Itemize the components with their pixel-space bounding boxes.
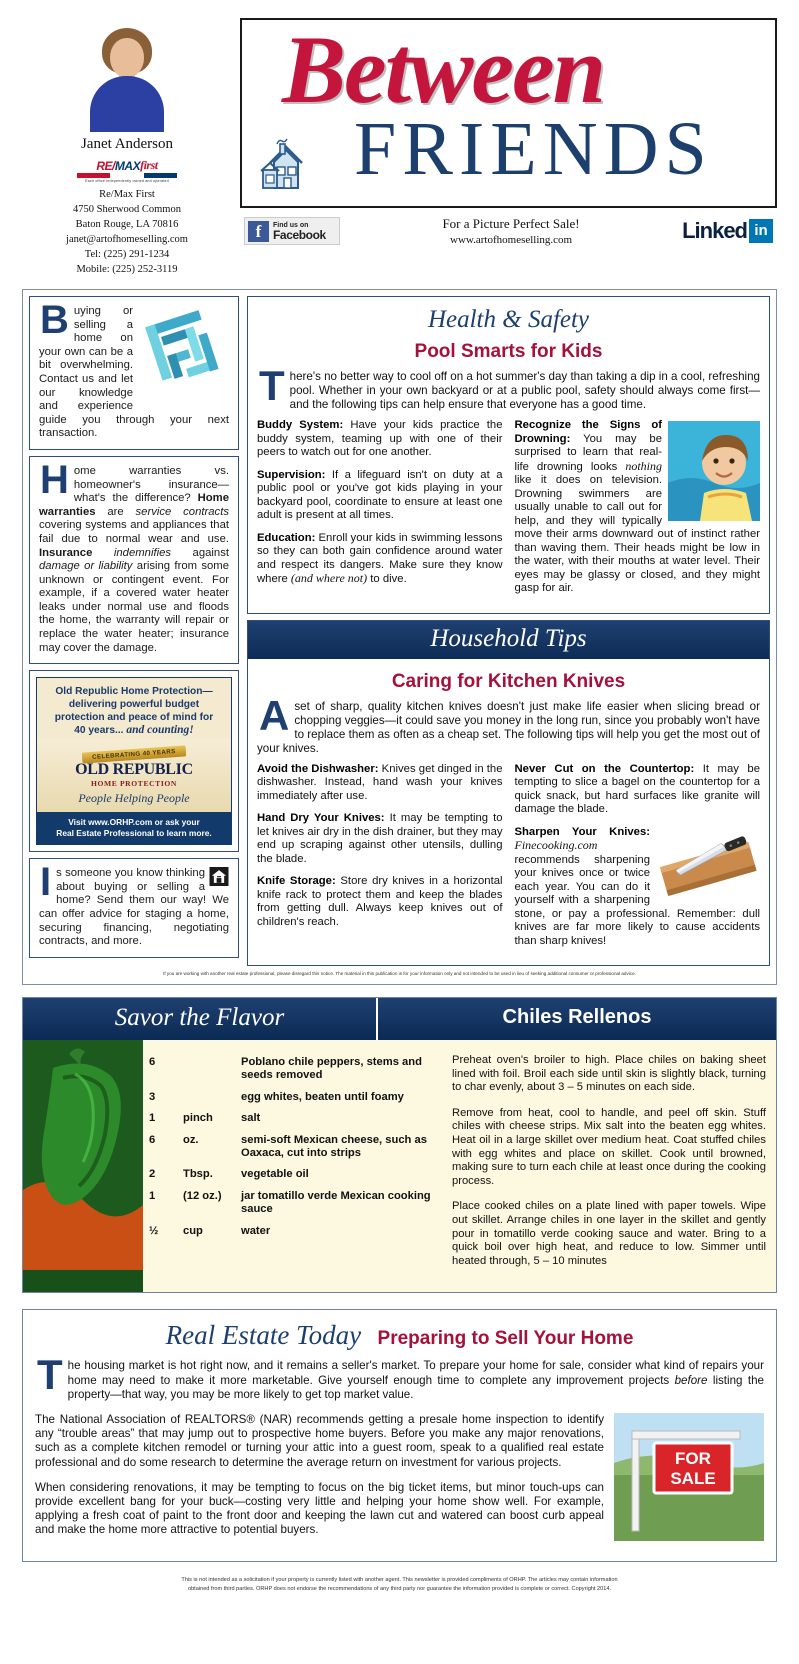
main-articles-column — [247, 296, 770, 966]
tip-hand-dry-title: Hand Dry Your Knives: — [257, 812, 385, 824]
tip-hand-dry-body: It may be tempting to let knives air dry in the dish drainer, but they may end up scraping against other utensils, dulling the blade. — [257, 812, 503, 865]
warranty-mid5: arising from some unknown or contingent event. For example, if a covered water heater leaks under normal use and floods the home, the warranty will repair or replace the water heater; insurance may cover the damage. — [39, 560, 229, 654]
sidebar-tile-warranty — [29, 456, 239, 664]
agent-address-line1: 4750 Sherwood Common — [73, 204, 181, 215]
ingredient-amount: ½ — [149, 1224, 159, 1237]
sidebar-ad-tile — [29, 670, 239, 852]
house-icon — [260, 132, 330, 202]
sidebar-tile1-body: uying or selling a home on your own can be a bit overwhelming. Contact us and let our knowledge and experience guide you through your next transaction. — [39, 305, 229, 440]
household-tips-col-right — [515, 763, 761, 958]
ret-paragraph-1 — [35, 1351, 764, 1402]
agent-photo — [84, 22, 170, 132]
remax-tagline: Each office independently owned and operated — [85, 179, 169, 183]
warranty-mid1: are — [95, 505, 136, 518]
real-estate-today-headline: Preparing to Sell Your Home — [377, 1328, 634, 1350]
agent-info-column — [22, 18, 232, 277]
remax-logo — [68, 159, 186, 183]
agent-email[interactable]: janet@artofhomeselling.com — [66, 234, 188, 245]
health-safety-article — [247, 296, 770, 614]
recipe-section — [22, 997, 777, 1293]
ingredient-name: salt — [241, 1112, 261, 1125]
ingredient-amount: 6 — [149, 1133, 156, 1146]
recipe-step: Remove from heat, cool to handle, and peel off skin. Stuff chiles with cheese strips. Mix salt into the beaten egg whites. Heat oil in a large skillet over medium heat. Coat stuffed chiles with egg whites and place on skillet. Cook until browned, making sure to turn each chile at least once during the cooking process. — [452, 1106, 766, 1187]
ingredient-amount: 3 — [149, 1090, 156, 1103]
orhp-ad-line4a: 40 years... — [74, 725, 127, 737]
tip-sharpen-body2: recommends sharpening your knives once or twice each year. You can do it yourself with a sharpening stone, or pay a professional. Remember: dull knives are far more likely to cause accidents than sharp knives! — [514, 853, 760, 947]
tip-buddy-system — [257, 419, 503, 460]
svg-text:SALE: SALE — [670, 1468, 716, 1488]
orhp-ad-line4b: and counting! — [126, 724, 194, 737]
remax-first-label: first — [140, 158, 158, 172]
health-safety-banner: Health & Safety — [427, 306, 590, 333]
orhp-ad-line3: protection and peace of mind for — [54, 712, 214, 724]
tip-countertop-title: Never Cut on the Countertop: — [514, 762, 695, 775]
sidebar-tile3-text — [39, 860, 229, 949]
child-in-pool-photo — [668, 421, 760, 521]
ingredient-unit: oz. — [183, 1133, 199, 1146]
agent-company: Re/Max First — [99, 189, 155, 200]
orhp-ad-headline — [37, 678, 231, 739]
articles-section — [22, 289, 777, 985]
facebook-find-us-label: Find us on — [273, 221, 309, 229]
recipe-title: Chiles Rellenos — [502, 1006, 652, 1028]
warranty-italic2: indemnifies — [113, 546, 172, 559]
remax-wordmark-blue: MAX — [114, 158, 141, 173]
health-safety-intro-text: here's no better way to cool off on a hot summer's day than taking a dip in a cool, refreshing pool. Whether in your own backyard or at a public pool, safety should always come first—and the following tips can help ensure that everyone has a good time. — [289, 370, 760, 411]
health-safety-col-right — [515, 419, 761, 605]
ret-paragraph-2: The National Association of REALTORS® (NAR) recommends getting a presale home inspection to identify any “trouble areas” that may jump out to prospective home buyers. Before you make any major renovations, such as a complete kitchen remodel or turning your attic into a guest room, speak to a qualified real estate professional and do some research to determine the average return on investment for various projects. — [35, 1412, 604, 1469]
dropcap-i: I — [40, 860, 52, 905]
ingredient-row — [149, 1134, 442, 1161]
household-tips-columns — [257, 763, 760, 958]
health-safety-headline: Pool Smarts for Kids — [414, 341, 603, 362]
household-tips-intro — [257, 691, 760, 756]
dropcap-a: A — [259, 691, 290, 739]
orhp-ad-footer2: Real Estate Professional to learn more. — [56, 828, 212, 839]
tip-countertop — [515, 763, 761, 817]
ingredient-unit — [183, 1056, 241, 1083]
ingredient-name: semi-soft Mexican cheese, such as Oaxaca, cut into strips — [241, 1133, 427, 1160]
linkedin-wordmark: Linked — [682, 218, 747, 243]
tip-education-body2: to dive. — [367, 573, 407, 585]
ingredient-row — [149, 1168, 442, 1181]
agent-name: Janet Anderson — [80, 136, 174, 152]
household-tips-banner: Household Tips — [248, 621, 769, 659]
ingredient-unit — [183, 1091, 241, 1104]
tip-buddy-body: Have your kids practice the buddy system, teaming up with one of their peers to watch out for one another. — [257, 419, 503, 458]
dropcap-b: B — [40, 298, 69, 342]
tip-sharpen — [515, 826, 761, 949]
agent-mobile: Mobile: (225) 252-3119 — [76, 264, 178, 275]
knife-cutting-board-photo — [656, 828, 760, 902]
ingredient-name: water — [241, 1224, 271, 1237]
tip-knife-storage — [257, 875, 503, 929]
svg-text:FOR: FOR — [675, 1448, 711, 1468]
orhp-slogan: People Helping People — [78, 791, 190, 806]
sidebar-tile-referral — [29, 858, 239, 958]
facebook-badge[interactable] — [244, 217, 340, 245]
household-tips-intro-text: set of sharp, quality kitchen knives doesn't just make life easier when slicing bread or chopping veggies—it could save you money in the long run, since you probably won't have to replace them as often as a cheap set. The following tips will help you get the most out of your knives. — [257, 699, 760, 755]
tip-drowning-italic: nothing — [625, 458, 662, 473]
tip-countertop-body: It may be tempting to slice a bagel on the countertop for a quick snack, but hard surfaces like granite will damage the blade. — [514, 762, 760, 815]
ingredient-amount: 6 — [149, 1056, 156, 1068]
ingredient-name: Poblano chile peppers, stems and seeds removed — [241, 1056, 422, 1082]
dropcap-t: T — [259, 362, 285, 409]
health-safety-intro — [257, 362, 760, 412]
household-tips-headline: Caring for Kitchen Knives — [391, 670, 626, 692]
ingredient-row — [149, 1112, 442, 1125]
orhp-ad-footer[interactable] — [37, 812, 231, 844]
recipe-body — [23, 1040, 776, 1292]
orhp-logo-sub: HOME PROTECTION — [91, 779, 177, 789]
orhp-advertisement[interactable] — [36, 677, 232, 845]
real-estate-today-header — [35, 1320, 764, 1351]
linkedin-icon: in — [749, 219, 773, 243]
orhp-logo-area — [37, 739, 231, 812]
orhp-ad-line1: Old Republic Home Protection— — [55, 686, 213, 698]
recipe-steps — [448, 1040, 776, 1292]
ingredient-unit: (12 oz.) — [183, 1189, 222, 1202]
tip-education — [257, 532, 503, 587]
facebook-icon: f — [248, 221, 269, 242]
recipe-step: Preheat oven's broiler to high. Place chiles on baking sheet lined with foil. Broil each side until skin is slightly black, turning to char evenly, about 3 – 5 minutes on each side. — [452, 1054, 766, 1094]
title-serif-friends: FRIENDS — [354, 107, 713, 191]
ret-p1a: he housing market is hot right now, and it remains a seller's market. To prepare your home for sale, consider what kind of repairs your home may need to make it more marketable. Give yourself enough time to complete any improvement projects — [67, 1359, 764, 1387]
ingredient-unit: cup — [183, 1224, 203, 1237]
ingredient-row — [149, 1190, 442, 1217]
health-safety-columns — [257, 419, 760, 605]
tip-drowning-title: Recognize the Signs of Drowning: — [514, 419, 662, 445]
maze-icon — [137, 307, 229, 399]
page-footer — [0, 1562, 799, 1604]
ingredient-row — [149, 1056, 442, 1083]
facebook-label: Facebook — [273, 227, 326, 242]
ingredient-unit: Tbsp. — [183, 1168, 213, 1181]
tip-hand-dry — [257, 812, 503, 866]
recipe-step: Place cooked chiles on a plate lined with paper towels. Wipe out skillet. Arrange chiles in one layer in the skillet and gently pour in tomatillo verde cooking sauce and water. Bring to a quick boil over high heat, and reduce to low. Simmer until heated through, 5 – 10 minutes — [452, 1200, 766, 1267]
tip-knife-storage-body: Store dry knives in a horizontal knife rack to protect them and keep the blades from getting dull. Always keep knives out of children's reach. — [257, 875, 503, 928]
tagline-website[interactable]: www.artofhomeselling.com — [450, 234, 573, 246]
warranty-mid2: covering systems and appliances that fail due to normal wear and use. — [39, 519, 229, 545]
title-script-between: Between — [282, 18, 604, 123]
ingredient-name: jar tomatillo verde Mexican cooking sauce — [241, 1189, 431, 1216]
ret-p1-italic: before — [674, 1373, 708, 1387]
real-estate-today-banner: Real Estate Today — [165, 1320, 362, 1351]
newsletter-title-box — [240, 18, 777, 208]
tip-supervision — [257, 469, 503, 523]
sidebar-tile-buying-selling — [29, 296, 239, 450]
tip-knife-storage-title: Knife Storage: — [257, 875, 336, 887]
warranty-mid3 — [92, 547, 114, 559]
for-sale-sign-photo — [614, 1413, 764, 1541]
ingredient-row — [149, 1225, 442, 1238]
warranty-bold1: Home warranties — [39, 492, 229, 518]
dropcap-h: H — [40, 457, 69, 502]
remax-color-strip — [77, 173, 177, 178]
poblano-pepper-photo — [23, 1040, 143, 1292]
tip-supervision-body: If a lifeguard isn't on duty at a public pool or you've got kids playing in your backyard pool, coordinate to ensure at least one adult is present at all times. — [257, 468, 503, 521]
tip-dishwasher — [257, 763, 503, 804]
social-links-row — [240, 216, 777, 246]
real-estate-today-section — [22, 1309, 777, 1561]
ingredient-row — [149, 1091, 442, 1104]
tagline-primary: For a Picture Perfect Sale! — [442, 216, 580, 231]
sidebar-tile3-body: s someone you know thinking about buying or selling a home? Send them our way! We can offer advice for staging a home, securing financing, negotiating contracts, and more. — [39, 867, 229, 948]
linkedin-badge[interactable] — [682, 218, 773, 244]
tip-supervision-title: Supervision: — [257, 468, 326, 481]
warranty-part1: ome warranties vs. homeowner's insurance—what's the difference? — [73, 464, 229, 505]
equal-housing-opportunity-icon — [209, 867, 229, 886]
ingredients-list — [143, 1040, 448, 1292]
warranty-bold2: Insurance — [39, 546, 93, 559]
footer-line-2: obtained from third parties. ORHP does not endorse the recommendations of any third party nor guarantee the information provided is complete or correct. Copyright 2014. — [187, 1585, 612, 1592]
masthead-logo-column — [232, 18, 777, 277]
orhp-ad-line4 — [43, 724, 225, 737]
ingredient-amount: 2 — [149, 1168, 156, 1181]
agent-tel: Tel: (225) 291-1234 — [84, 249, 170, 260]
orhp-anniversary-ribbon: CELEBRATING 40 YEARS — [82, 746, 186, 764]
tip-drowning-signs — [515, 419, 761, 596]
warranty-italic3: damage or liability — [39, 560, 133, 573]
tip-education-italic: (and where not) — [290, 571, 368, 585]
household-tips-article — [247, 620, 770, 967]
tip-drowning-body2: like it does on television. Drowning swimmers are usually unable to call out for help, and they will typically move their arms downward out of instinct rather than waving them. Their heads might be low in the water, with their mouths at water level. Their eyes may be glassy or closed, and they might gasp for air. — [514, 474, 760, 594]
tip-drowning-body: You may be surprised to learn that real-life drowning looks — [514, 432, 662, 473]
warranty-mid4: against — [171, 546, 229, 559]
footer-line-1: This is not intended as a solicitation if your property is currently listed with another agent. This newsletter is provided compliments of ORHP. The articles may contain information — [181, 1576, 618, 1583]
masthead-tagline — [340, 216, 682, 246]
ingredient-unit: pinch — [183, 1112, 213, 1125]
health-safety-col-left — [257, 419, 503, 605]
tip-dishwasher-title: Avoid the Dishwasher: — [257, 762, 379, 775]
tip-buddy-title: Buddy System: — [257, 419, 344, 431]
ingredient-name: vegetable oil — [241, 1168, 309, 1181]
tip-sharpen-title: Sharpen Your Knives: — [514, 825, 650, 838]
tip-sharpen-italic: Finecooking.com — [514, 838, 598, 852]
tip-education-title: Education: — [257, 531, 316, 544]
household-tips-col-left — [257, 763, 503, 958]
recipe-banner: Savor the Flavor — [23, 998, 378, 1040]
recipe-header — [23, 998, 776, 1040]
ingredient-amount: 1 — [149, 1112, 156, 1125]
tip-dishwasher-body: Knives get dinged in the dishwasher. Instead, hand wash your knives immediately after use. — [257, 762, 503, 802]
ingredient-amount: 1 — [149, 1189, 156, 1202]
sidebar-tile2-text — [39, 457, 229, 655]
ret-p1b: listing the property—that way, you may be more likely to get top market value. — [67, 1373, 764, 1401]
ret-paragraph-3: When considering renovations, it may be tempting to focus on the big ticket items, but minor touch-ups can provide excellent bang for your buck—costing very little and helping your home show well. For example, applying a fresh coat of paint to the front door and keeping the lawn cut and watered can boost curb appeal and make the home more attractive to potential buyers. — [35, 1480, 604, 1537]
sidebar-column — [29, 296, 239, 966]
dropcap-t2: T — [37, 1351, 63, 1399]
masthead — [0, 0, 799, 281]
orhp-ad-line2: delivering powerful budget — [68, 699, 200, 711]
agent-address-line2: Baton Rouge, LA 70816 — [75, 219, 179, 230]
tip-education-body: Enroll your kids in swimming lessons so they can both gain confidence around water and respect its dangers. Make sure they know where — [257, 531, 503, 585]
top-disclaimer: If you are working with another real estate professional, please disregard this notice. The material in this publication is for your information only and not intended to be used in lieu of seeking additional consumer or professional advice. — [163, 971, 636, 976]
warranty-italic1: service contracts — [135, 505, 229, 518]
orhp-ad-footer1: Visit www.ORHP.com or ask your — [68, 817, 200, 828]
remax-wordmark-red: RE/ — [96, 158, 115, 173]
orhp-logo-name: OLD REPUBLIC — [75, 761, 193, 779]
ingredient-name: egg whites, beaten until foamy — [241, 1090, 404, 1103]
